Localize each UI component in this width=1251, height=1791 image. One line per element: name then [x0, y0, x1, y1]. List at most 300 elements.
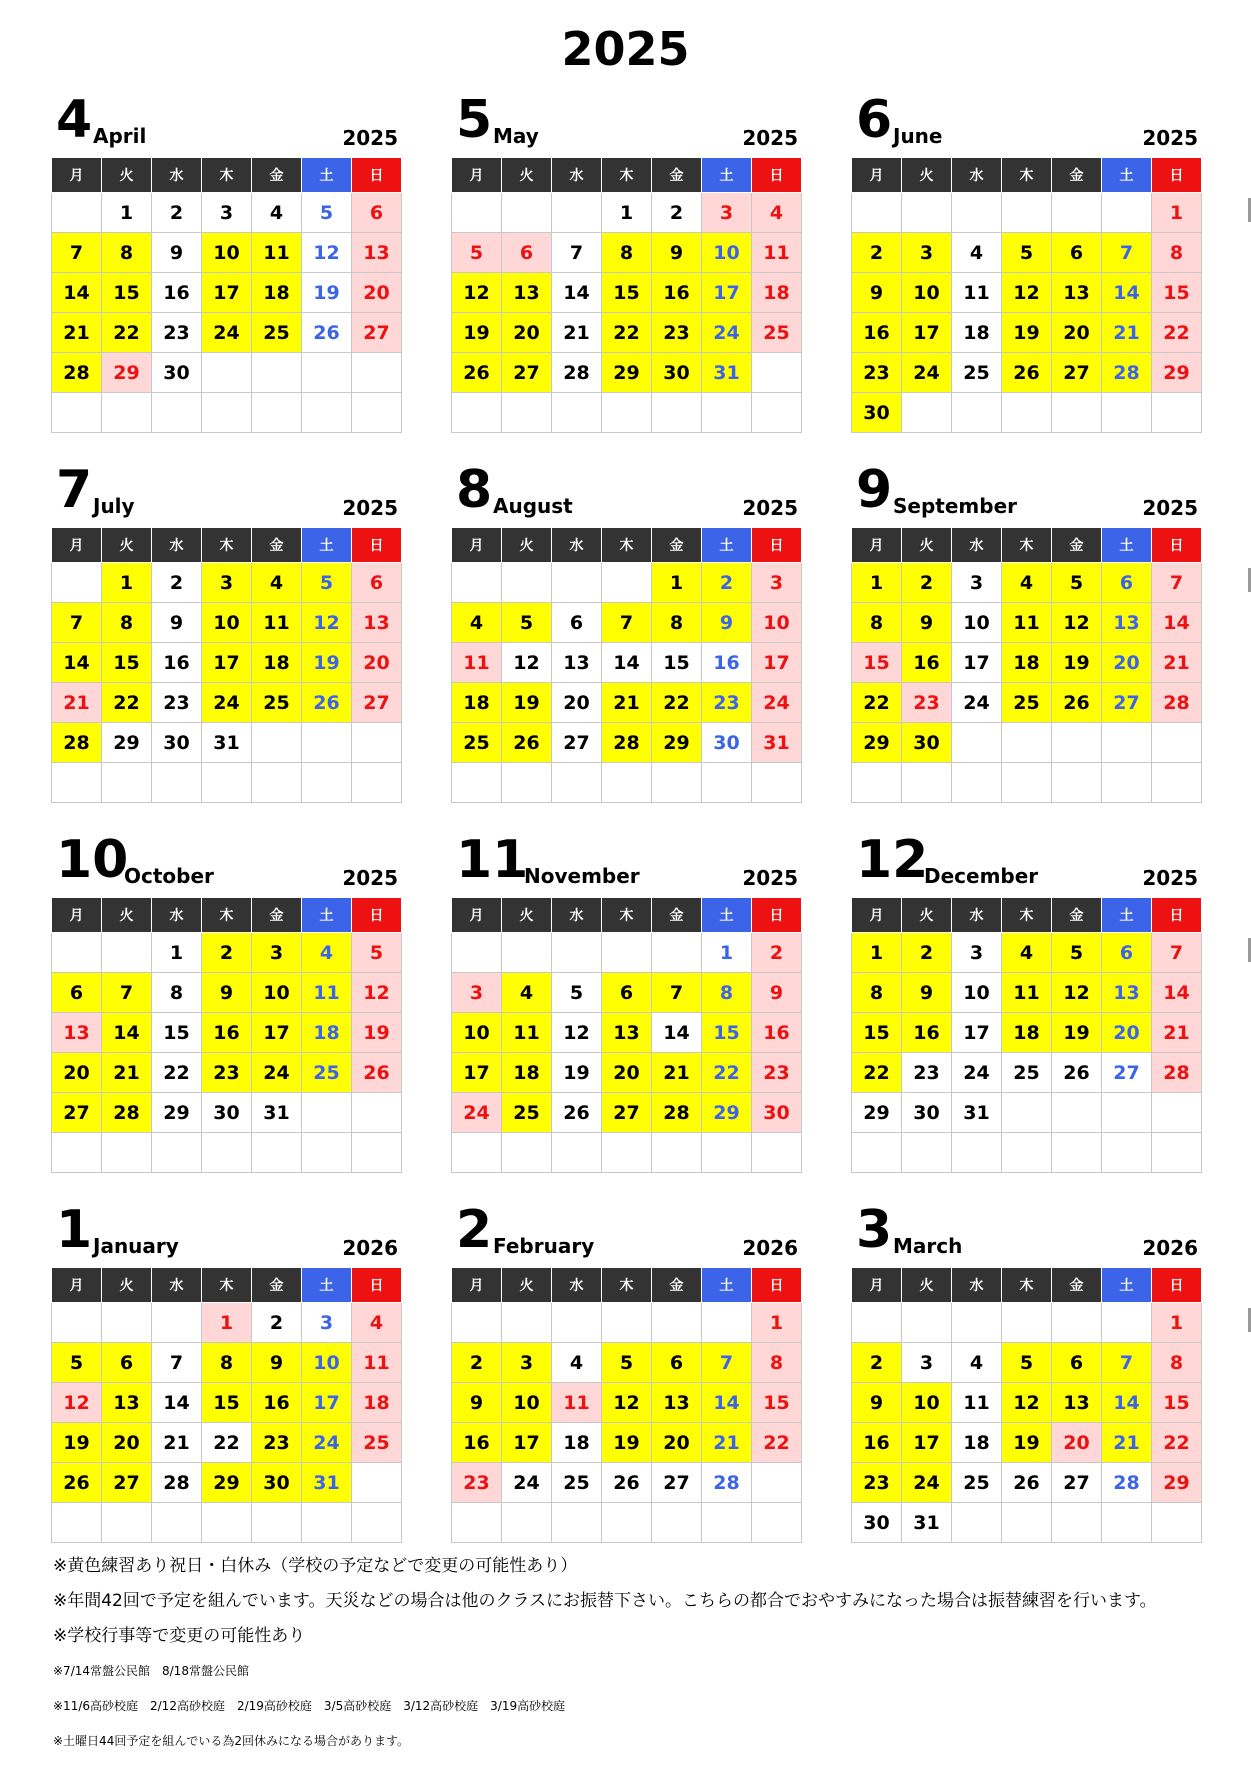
day-cell: 26	[452, 353, 502, 393]
day-cell: 31	[202, 723, 252, 763]
empty-cell	[52, 763, 102, 803]
week-row	[52, 1503, 402, 1543]
empty-cell	[252, 353, 302, 393]
month-year: 2025	[342, 126, 398, 150]
empty-cell	[602, 393, 652, 433]
week-row	[452, 1503, 802, 1543]
day-cell: 24	[952, 1053, 1002, 1093]
month-table	[451, 897, 802, 1173]
day-cell: 3	[202, 193, 252, 233]
empty-cell	[352, 1133, 402, 1173]
weekday-header: 火	[502, 158, 552, 193]
day-cell: 3	[702, 193, 752, 233]
day-cell: 25	[502, 1093, 552, 1133]
empty-cell	[1002, 763, 1052, 803]
day-cell: 31	[252, 1093, 302, 1133]
day-cell: 9	[752, 973, 802, 1013]
empty-cell	[452, 933, 502, 973]
day-cell: 21	[652, 1053, 702, 1093]
day-cell: 28	[102, 1093, 152, 1133]
month-table	[851, 157, 1202, 433]
weekday-header: 月	[852, 898, 902, 933]
week-row	[852, 1303, 1202, 1343]
month-table	[851, 527, 1202, 803]
week-row	[52, 1463, 402, 1503]
weekday-header: 土	[302, 898, 352, 933]
weekday-header: 火	[902, 158, 952, 193]
day-cell: 24	[502, 1463, 552, 1503]
weekday-header: 金	[652, 898, 702, 933]
empty-cell	[502, 393, 552, 433]
day-cell: 24	[952, 683, 1002, 723]
day-cell: 24	[452, 1093, 502, 1133]
weekday-header: 木	[202, 898, 252, 933]
empty-cell	[602, 563, 652, 603]
day-cell: 22	[152, 1053, 202, 1093]
weekday-header: 日	[752, 898, 802, 933]
day-cell: 20	[352, 643, 402, 683]
week-row	[52, 313, 402, 353]
day-cell: 10	[202, 233, 252, 273]
empty-cell	[452, 393, 502, 433]
weekday-header: 土	[1102, 528, 1152, 563]
month-number: 8	[456, 460, 493, 520]
day-cell: 30	[152, 353, 202, 393]
empty-cell	[652, 933, 702, 973]
day-cell: 12	[602, 1383, 652, 1423]
empty-cell	[552, 393, 602, 433]
day-cell: 24	[202, 313, 252, 353]
week-row	[452, 723, 802, 763]
empty-cell	[52, 193, 102, 233]
day-cell: 30	[202, 1093, 252, 1133]
empty-cell	[752, 1503, 802, 1543]
day-cell: 7	[702, 1343, 752, 1383]
day-cell: 23	[702, 683, 752, 723]
empty-cell	[1152, 1093, 1202, 1133]
empty-cell	[452, 1503, 502, 1543]
month-header	[451, 92, 802, 150]
day-cell: 20	[602, 1053, 652, 1093]
weekday-header: 木	[1002, 1268, 1052, 1303]
empty-cell	[1052, 1093, 1102, 1133]
day-cell: 6	[1102, 563, 1152, 603]
day-cell: 11	[752, 233, 802, 273]
day-cell: 13	[602, 1013, 652, 1053]
month-calendar	[451, 92, 802, 433]
day-cell: 14	[702, 1383, 752, 1423]
day-cell: 1	[852, 933, 902, 973]
weekday-header: 木	[1002, 898, 1052, 933]
week-row	[52, 1343, 402, 1383]
weekday-header: 日	[1152, 158, 1202, 193]
day-cell: 30	[152, 723, 202, 763]
day-cell: 18	[502, 1053, 552, 1093]
empty-cell	[702, 763, 752, 803]
month-year: 2025	[342, 866, 398, 890]
empty-cell	[952, 723, 1002, 763]
month-header	[51, 832, 402, 890]
week-row	[452, 1343, 802, 1383]
month-number: 1	[56, 1200, 93, 1260]
day-cell: 4	[1002, 563, 1052, 603]
month-name: April	[93, 124, 147, 148]
empty-cell	[202, 763, 252, 803]
month-calendar	[51, 462, 402, 803]
day-cell: 6	[502, 233, 552, 273]
empty-cell	[502, 563, 552, 603]
empty-cell	[152, 1133, 202, 1173]
day-cell: 2	[202, 933, 252, 973]
empty-cell	[702, 393, 752, 433]
weekday-row	[852, 898, 1202, 933]
day-cell: 29	[152, 1093, 202, 1133]
day-cell: 25	[1002, 683, 1052, 723]
empty-cell	[502, 1133, 552, 1173]
day-cell: 1	[1152, 1303, 1202, 1343]
day-cell: 18	[352, 1383, 402, 1423]
day-cell: 23	[902, 1053, 952, 1093]
day-cell: 2	[652, 193, 702, 233]
day-cell: 1	[102, 563, 152, 603]
month-name: May	[493, 124, 539, 148]
day-cell: 19	[502, 683, 552, 723]
day-cell: 5	[1052, 933, 1102, 973]
month-header	[451, 462, 802, 520]
day-cell: 16	[702, 643, 752, 683]
day-cell: 16	[152, 273, 202, 313]
weekday-header: 水	[952, 528, 1002, 563]
day-cell: 14	[102, 1013, 152, 1053]
week-row	[52, 1383, 402, 1423]
empty-cell	[52, 933, 102, 973]
month-year: 2025	[742, 496, 798, 520]
week-row	[52, 393, 402, 433]
week-row	[52, 603, 402, 643]
day-cell: 27	[352, 683, 402, 723]
week-row	[852, 1463, 1202, 1503]
day-cell: 29	[702, 1093, 752, 1133]
empty-cell	[552, 1303, 602, 1343]
day-cell: 10	[752, 603, 802, 643]
day-cell: 27	[602, 1093, 652, 1133]
weekday-header: 月	[452, 158, 502, 193]
day-cell: 3	[302, 1303, 352, 1343]
empty-cell	[352, 353, 402, 393]
day-cell: 24	[702, 313, 752, 353]
day-cell: 12	[452, 273, 502, 313]
day-cell: 25	[302, 1053, 352, 1093]
day-cell: 6	[102, 1343, 152, 1383]
day-cell: 3	[202, 563, 252, 603]
day-cell: 4	[952, 233, 1002, 273]
week-row	[852, 233, 1202, 273]
empty-cell	[552, 563, 602, 603]
day-cell: 20	[52, 1053, 102, 1093]
day-cell: 7	[1102, 233, 1152, 273]
day-cell: 4	[502, 973, 552, 1013]
weekday-header: 金	[652, 158, 702, 193]
month-number: 4	[56, 90, 93, 150]
day-cell: 28	[602, 723, 652, 763]
day-cell: 31	[702, 353, 752, 393]
month-year: 2026	[342, 1236, 398, 1260]
empty-cell	[902, 193, 952, 233]
empty-cell	[452, 1303, 502, 1343]
month-year: 2025	[1142, 496, 1198, 520]
day-cell: 14	[552, 273, 602, 313]
week-row	[852, 1423, 1202, 1463]
day-cell: 21	[102, 1053, 152, 1093]
day-cell: 15	[602, 273, 652, 313]
day-cell: 26	[52, 1463, 102, 1503]
day-cell: 22	[102, 313, 152, 353]
day-cell: 23	[202, 1053, 252, 1093]
day-cell: 3	[252, 933, 302, 973]
month-table	[451, 527, 802, 803]
day-cell: 1	[1152, 193, 1202, 233]
empty-cell	[352, 1503, 402, 1543]
empty-cell	[552, 193, 602, 233]
day-cell: 11	[252, 233, 302, 273]
day-cell: 14	[1152, 973, 1202, 1013]
day-cell: 23	[852, 353, 902, 393]
day-cell: 17	[302, 1383, 352, 1423]
day-cell: 27	[1052, 353, 1102, 393]
day-cell: 13	[352, 233, 402, 273]
day-cell: 16	[152, 643, 202, 683]
day-cell: 16	[452, 1423, 502, 1463]
day-cell: 12	[1002, 1383, 1052, 1423]
weekday-header: 水	[952, 1268, 1002, 1303]
day-cell: 12	[352, 973, 402, 1013]
month-number: 12	[856, 830, 929, 890]
month-year: 2025	[342, 496, 398, 520]
weekday-header: 水	[952, 898, 1002, 933]
day-cell: 27	[1102, 683, 1152, 723]
month-number: 5	[456, 90, 493, 150]
day-cell: 12	[1052, 603, 1102, 643]
weekday-header: 月	[452, 898, 502, 933]
day-cell: 9	[452, 1383, 502, 1423]
day-cell: 8	[1152, 233, 1202, 273]
weekday-header: 土	[302, 158, 352, 193]
day-cell: 12	[302, 233, 352, 273]
empty-cell	[752, 1463, 802, 1503]
empty-cell	[52, 1133, 102, 1173]
day-cell: 24	[302, 1423, 352, 1463]
day-cell: 18	[752, 273, 802, 313]
day-cell: 7	[52, 603, 102, 643]
day-cell: 12	[1002, 273, 1052, 313]
day-cell: 13	[102, 1383, 152, 1423]
day-cell: 29	[102, 353, 152, 393]
week-row	[452, 1053, 802, 1093]
empty-cell	[352, 763, 402, 803]
day-cell: 6	[552, 603, 602, 643]
day-cell: 9	[152, 603, 202, 643]
day-cell: 11	[352, 1343, 402, 1383]
empty-cell	[1002, 1133, 1052, 1173]
month-header	[451, 832, 802, 890]
day-cell: 18	[552, 1423, 602, 1463]
day-cell: 5	[52, 1343, 102, 1383]
day-cell: 18	[252, 273, 302, 313]
day-cell: 20	[1102, 1013, 1152, 1053]
day-cell: 26	[602, 1463, 652, 1503]
day-cell: 20	[1052, 1423, 1102, 1463]
day-cell: 15	[102, 273, 152, 313]
day-cell: 11	[502, 1013, 552, 1053]
day-cell: 8	[602, 233, 652, 273]
day-cell: 11	[252, 603, 302, 643]
empty-cell	[502, 933, 552, 973]
day-cell: 10	[902, 273, 952, 313]
month-table	[51, 1267, 402, 1543]
day-cell: 10	[502, 1383, 552, 1423]
day-cell: 19	[1002, 1423, 1052, 1463]
day-cell: 2	[852, 1343, 902, 1383]
empty-cell	[102, 1303, 152, 1343]
month-name: December	[924, 864, 1039, 888]
empty-cell	[902, 1303, 952, 1343]
week-row	[452, 1093, 802, 1133]
day-cell: 23	[152, 683, 202, 723]
weekday-header: 月	[52, 898, 102, 933]
weekday-header: 火	[102, 1268, 152, 1303]
day-cell: 22	[202, 1423, 252, 1463]
week-row	[52, 1013, 402, 1053]
day-cell: 15	[1152, 1383, 1202, 1423]
weekday-header: 木	[202, 528, 252, 563]
empty-cell	[752, 353, 802, 393]
day-cell: 1	[152, 933, 202, 973]
day-cell: 12	[302, 603, 352, 643]
empty-cell	[202, 393, 252, 433]
day-cell: 20	[352, 273, 402, 313]
day-cell: 15	[1152, 273, 1202, 313]
week-row	[852, 1383, 1202, 1423]
weekday-header: 土	[302, 1268, 352, 1303]
day-cell: 12	[1052, 973, 1102, 1013]
day-cell: 27	[1102, 1053, 1152, 1093]
weekday-header: 金	[252, 528, 302, 563]
empty-cell	[52, 563, 102, 603]
day-cell: 19	[52, 1423, 102, 1463]
week-row	[852, 1343, 1202, 1383]
day-cell: 19	[302, 643, 352, 683]
day-cell: 3	[902, 1343, 952, 1383]
empty-cell	[302, 1133, 352, 1173]
week-row	[52, 723, 402, 763]
empty-cell	[452, 193, 502, 233]
weekday-header: 日	[752, 158, 802, 193]
day-cell: 5	[302, 563, 352, 603]
day-cell: 19	[1052, 643, 1102, 683]
day-cell: 5	[1052, 563, 1102, 603]
month-year: 2025	[1142, 126, 1198, 150]
day-cell: 30	[252, 1463, 302, 1503]
empty-cell	[1052, 393, 1102, 433]
day-cell: 3	[952, 933, 1002, 973]
empty-cell	[752, 1133, 802, 1173]
weekday-header: 木	[202, 1268, 252, 1303]
empty-cell	[1002, 193, 1052, 233]
day-cell: 4	[302, 933, 352, 973]
month-table	[451, 157, 802, 433]
empty-cell	[902, 1133, 952, 1173]
day-cell: 2	[252, 1303, 302, 1343]
month-calendar	[451, 462, 802, 803]
day-cell: 13	[1052, 273, 1102, 313]
week-row	[452, 683, 802, 723]
week-row	[52, 763, 402, 803]
empty-cell	[602, 933, 652, 973]
day-cell: 3	[502, 1343, 552, 1383]
day-cell: 14	[1102, 273, 1152, 313]
month-header	[451, 1202, 802, 1260]
day-cell: 13	[1102, 603, 1152, 643]
week-row	[52, 233, 402, 273]
month-header	[51, 462, 402, 520]
day-cell: 15	[652, 643, 702, 683]
day-cell: 28	[52, 723, 102, 763]
week-row	[452, 233, 802, 273]
day-cell: 19	[302, 273, 352, 313]
month-year: 2026	[1142, 1236, 1198, 1260]
week-row	[452, 313, 802, 353]
day-cell: 16	[252, 1383, 302, 1423]
day-cell: 2	[152, 193, 202, 233]
week-row	[452, 353, 802, 393]
empty-cell	[852, 193, 902, 233]
day-cell: 30	[852, 393, 902, 433]
day-cell: 25	[952, 353, 1002, 393]
week-row	[852, 763, 1202, 803]
day-cell: 13	[52, 1013, 102, 1053]
weekday-row	[852, 528, 1202, 563]
day-cell: 30	[852, 1503, 902, 1543]
day-cell: 22	[1152, 313, 1202, 353]
empty-cell	[702, 1503, 752, 1543]
day-cell: 12	[52, 1383, 102, 1423]
week-row	[452, 1423, 802, 1463]
month-number: 7	[56, 460, 93, 520]
day-cell: 20	[552, 683, 602, 723]
empty-cell	[252, 1503, 302, 1543]
day-cell: 19	[352, 1013, 402, 1053]
weekday-header: 月	[452, 1268, 502, 1303]
day-cell: 26	[1052, 1053, 1102, 1093]
weekday-row	[52, 1268, 402, 1303]
month-table	[451, 1267, 802, 1543]
empty-cell	[302, 1503, 352, 1543]
month-calendar	[51, 92, 402, 433]
day-cell: 13	[1102, 973, 1152, 1013]
day-cell: 5	[502, 603, 552, 643]
empty-cell	[202, 1503, 252, 1543]
day-cell: 26	[1052, 683, 1102, 723]
empty-cell	[752, 763, 802, 803]
empty-cell	[452, 1133, 502, 1173]
empty-cell	[152, 1303, 202, 1343]
empty-cell	[1052, 1503, 1102, 1543]
day-cell: 26	[1002, 1463, 1052, 1503]
empty-cell	[1102, 1133, 1152, 1173]
day-cell: 25	[452, 723, 502, 763]
day-cell: 15	[752, 1383, 802, 1423]
day-cell: 17	[502, 1423, 552, 1463]
